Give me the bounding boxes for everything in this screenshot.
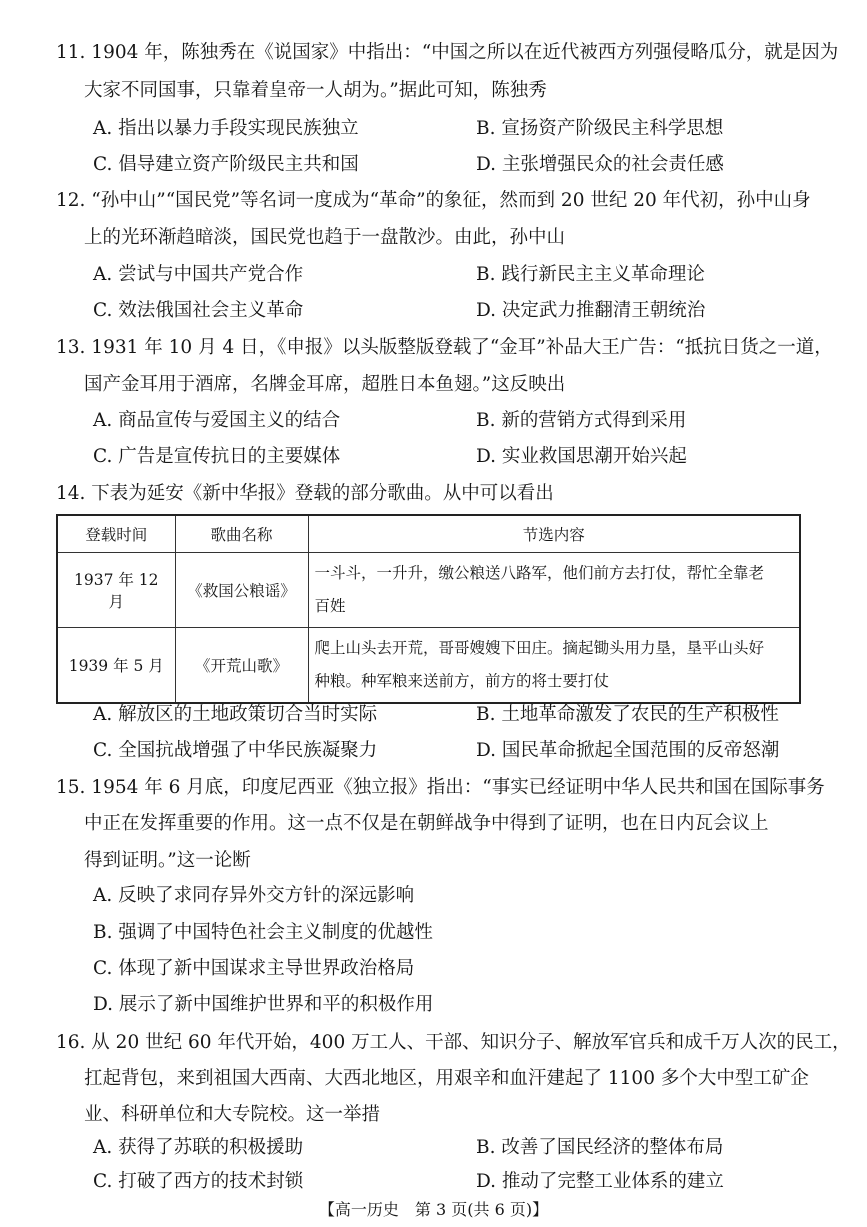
q12-stem-line-1: 12. “孙中山”“国民党”等名词一度成为“革命”的象征，然而到 20 世纪 20 年代初，孙中山身 xyxy=(56,190,811,211)
q16-stem-line-2: 扛起背包，来到祖国大西南、大西北地区，用艰辛和血汗建起了 1100 多个大中型工矿企 xyxy=(84,1068,809,1089)
q11-stem-line-1: 11. 1904 年，陈独秀在《说国家》中指出：“中国之所以在近代被西方列强侵略瓜分，就是因为 xyxy=(56,42,839,63)
table-header-row xyxy=(57,515,800,553)
q14-option-c: C. 全国抗战增强了中华民族凝聚力 xyxy=(93,740,378,761)
q15-stem-line-2: 中正在发挥重要的作用。这一点不仅是在朝鲜战争中得到了证明，也在日内瓦会议上 xyxy=(84,813,769,834)
table-row xyxy=(57,628,800,704)
table-header-date: 登载时间 xyxy=(57,515,175,553)
q15-option-c: C. 体现了新中国谋求主导世界政治格局 xyxy=(93,958,415,979)
q15-option-b: B. 强调了中国特色社会主义制度的优越性 xyxy=(93,922,433,943)
q16-stem-line-3: 业、科研单位和大专院校。这一举措 xyxy=(84,1104,381,1125)
row-1-excerpt-line-2: 百姓 xyxy=(314,597,346,615)
q15-option-a: A. 反映了求同存异外交方针的深远影响 xyxy=(93,885,415,906)
row-2-excerpt xyxy=(308,628,800,704)
table-header-song: 歌曲名称 xyxy=(175,515,308,553)
q12-option-a: A. 尝试与中国共产党合作 xyxy=(93,264,304,285)
q16-stem-line-1: 16. 从 20 世纪 60 年代开始，400 万工人、干部、知识分子、解放军官兵和成千万人次的民工， xyxy=(56,1032,851,1053)
q16-option-a: A. 获得了苏联的积极援助 xyxy=(93,1137,304,1158)
q16-option-d: D. 推动了完整工业体系的建立 xyxy=(476,1171,724,1192)
q12-option-b: B. 践行新民主主义革命理论 xyxy=(476,264,705,285)
row-2-excerpt-line-2: 种粮。种军粮来送前方，前方的将士要打仗 xyxy=(314,672,610,690)
q12-stem-line-2: 上的光环渐趋暗淡，国民党也趋于一盘散沙。由此，孙中山 xyxy=(84,227,566,248)
q13-stem-line-1: 13. 1931 年 10 月 4 日，《申报》以头版整版登载了“金耳”补品大王广告：“抵抗日货之一道， xyxy=(56,337,833,358)
q13-option-d: D. 实业救国思潮开始兴起 xyxy=(476,446,687,467)
q12-option-d: D. 决定武力推翻清王朝统治 xyxy=(476,300,706,321)
q11-option-a: A. 指出以暴力手段实现民族独立 xyxy=(93,118,359,139)
q16-option-c: C. 打破了西方的技术封锁 xyxy=(93,1171,304,1192)
table-row xyxy=(57,553,800,628)
q11-option-b: B. 宣扬资产阶级民主科学思想 xyxy=(476,118,724,139)
q13-option-a: A. 商品宣传与爱国主义的结合 xyxy=(93,410,341,431)
row-1-date: 1937 年 12 月 xyxy=(57,553,175,628)
q11-option-c: C. 倡导建立资产阶级民主共和国 xyxy=(93,154,359,175)
q13-option-b: B. 新的营销方式得到采用 xyxy=(476,410,687,431)
row-2-date: 1939 年 5 月 xyxy=(57,628,175,704)
q15-stem-line-3: 得到证明。”这一论断 xyxy=(84,850,251,871)
q13-option-c: C. 广告是宣传抗日的主要媒体 xyxy=(93,446,341,467)
row-2-song: 《开荒山歌》 xyxy=(175,628,308,704)
row-1-song: 《救国公粮谣》 xyxy=(175,553,308,628)
songs-table xyxy=(56,514,801,704)
row-1-excerpt xyxy=(308,553,800,628)
table-header-excerpt: 节选内容 xyxy=(308,515,800,553)
row-1-excerpt-line-1: 一斗斗，一升升，缴公粮送八路军，他们前方去打仗，帮忙全靠老 xyxy=(314,564,765,582)
q14-option-a: A. 解放区的土地政策切合当时实际 xyxy=(93,704,378,725)
q14-option-d: D. 国民革命掀起全国范围的反帝怒潮 xyxy=(476,740,780,761)
q12-option-c: C. 效法俄国社会主义革命 xyxy=(93,300,304,321)
q14-option-b: B. 土地革命激发了农民的生产积极性 xyxy=(476,704,779,725)
q16-option-b: B. 改善了国民经济的整体布局 xyxy=(476,1137,724,1158)
q11-stem-line-2: 大家不同国事，只靠着皇帝一人胡为。”据此可知，陈独秀 xyxy=(84,80,547,101)
page-footer: 【高一历史 第 3 页(共 6 页)】 xyxy=(318,1200,549,1219)
q15-stem-line-1: 15. 1954 年 6 月底，印度尼西亚《独立报》指出：“事实已经证明中华人民共和国在国际事务 xyxy=(56,777,825,798)
q15-option-d: D. 展示了新中国维护世界和平的积极作用 xyxy=(93,994,434,1015)
q11-option-d: D. 主张增强民众的社会责任感 xyxy=(476,154,724,175)
q13-stem-line-2: 国产金耳用于酒席，名牌金耳席，超胜日本鱼翅。”这反映出 xyxy=(84,374,566,395)
q14-stem: 14. 下表为延安《新中华报》登载的部分歌曲。从中可以看出 xyxy=(56,483,554,504)
row-2-excerpt-line-1: 爬上山头去开荒，哥哥嫂嫂下田庄。摘起锄头用力垦，垦平山头好 xyxy=(314,639,765,657)
